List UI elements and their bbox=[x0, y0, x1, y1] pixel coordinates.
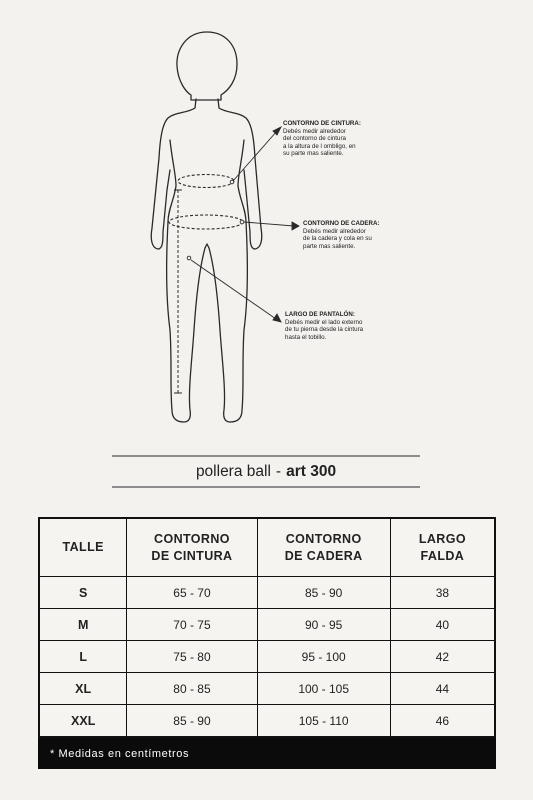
cell-hip: 95 - 100 bbox=[257, 641, 390, 673]
cell-waist: 80 - 85 bbox=[127, 673, 257, 705]
cell-skirt-length: 38 bbox=[390, 577, 495, 609]
table-row bbox=[39, 641, 495, 673]
cell-hip: 85 - 90 bbox=[257, 577, 390, 609]
cell-skirt-length: 46 bbox=[390, 705, 495, 738]
footnote bbox=[38, 738, 496, 769]
cell-hip: 100 - 105 bbox=[257, 673, 390, 705]
cell-skirt-length: 42 bbox=[390, 641, 495, 673]
cell-waist: 65 - 70 bbox=[127, 577, 257, 609]
product-separator: - bbox=[275, 462, 282, 480]
table-row bbox=[39, 673, 495, 705]
header-size bbox=[39, 518, 127, 577]
header-skirt-length bbox=[390, 518, 495, 577]
callout-hip-text: Debés medir alrededor de la cadera y cola en su parte mas saliente. bbox=[303, 227, 372, 250]
size-table bbox=[38, 517, 496, 738]
header-size-label: TALLE bbox=[62, 540, 104, 554]
callout-hip bbox=[303, 220, 413, 250]
header-hip bbox=[257, 518, 390, 577]
header-waist bbox=[127, 518, 257, 577]
cell-size: XXL bbox=[39, 705, 127, 738]
callout-waist-text: Debés medir alrededor del contorno de cintura a la altura de l ombligo, en su parte mas saliente. bbox=[283, 127, 356, 158]
size-chart bbox=[38, 517, 496, 769]
cell-hip: 105 - 110 bbox=[257, 705, 390, 738]
product-name: pollera ball bbox=[195, 462, 271, 480]
callout-pant-length-title: LARGO DE PANTALÓN: bbox=[285, 311, 355, 318]
callout-hip-title: CONTORNO DE CADERA: bbox=[303, 220, 380, 227]
cell-size: M bbox=[39, 609, 127, 641]
header-waist-label: CONTORNO DE CINTURA bbox=[151, 531, 233, 563]
callout-waist bbox=[283, 120, 393, 158]
cell-waist: 75 - 80 bbox=[127, 641, 257, 673]
table-header-row bbox=[39, 518, 495, 577]
callout-pant-length bbox=[285, 311, 400, 341]
product-title-band bbox=[112, 455, 420, 488]
header-skirt-length-label: LARGO FALDA bbox=[418, 531, 466, 563]
cell-size: XL bbox=[39, 673, 127, 705]
cell-size: L bbox=[39, 641, 127, 673]
callout-waist-title: CONTORNO DE CINTURA: bbox=[283, 120, 361, 127]
footnote-text: * Medidas en centímetros bbox=[50, 747, 190, 760]
cell-size: S bbox=[39, 577, 127, 609]
table-row bbox=[39, 577, 495, 609]
cell-waist: 70 - 75 bbox=[127, 609, 257, 641]
table-row bbox=[39, 609, 495, 641]
cell-hip: 90 - 95 bbox=[257, 609, 390, 641]
cell-waist: 85 - 90 bbox=[127, 705, 257, 738]
table-row bbox=[39, 705, 495, 738]
header-hip-label: CONTORNO DE CADERA bbox=[284, 531, 363, 563]
product-article: art 300 bbox=[286, 462, 337, 480]
cell-skirt-length: 44 bbox=[390, 673, 495, 705]
callout-pant-length-text: Debés medir el lado externo de tu pierna desde la cintura hasta el tobillo. bbox=[285, 318, 364, 341]
cell-skirt-length: 40 bbox=[390, 609, 495, 641]
